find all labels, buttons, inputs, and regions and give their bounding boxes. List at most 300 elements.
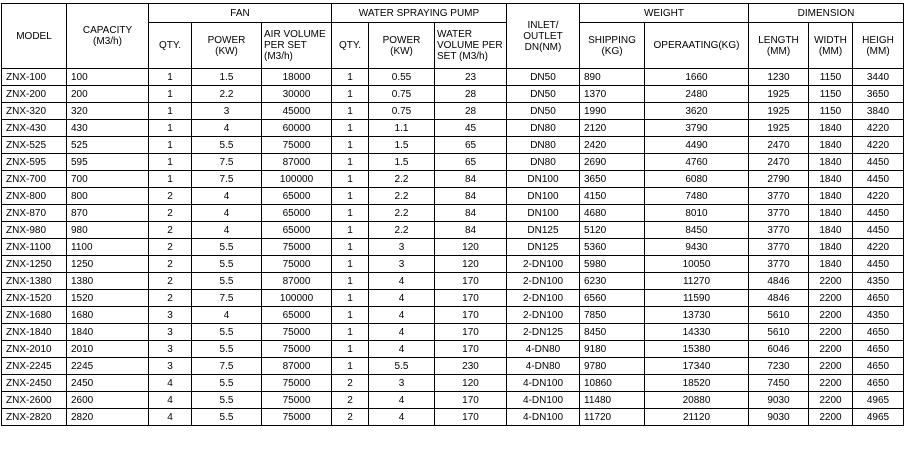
cell-capacity: 200: [67, 86, 149, 103]
cell-shipping-weight: 3650: [580, 171, 645, 188]
cell-fan-air-volume: 45000: [262, 103, 332, 120]
cell-shipping-weight: 2420: [580, 137, 645, 154]
cell-model: ZNX-430: [2, 120, 67, 137]
cell-fan-power: 1.5: [192, 69, 262, 86]
cell-operating-weight: 3790: [645, 120, 749, 137]
cell-length: 2790: [749, 171, 809, 188]
cell-length: 1925: [749, 120, 809, 137]
cell-fan-air-volume: 65000: [262, 188, 332, 205]
cell-pump-water-volume: 84: [435, 205, 507, 222]
cell-fan-air-volume: 30000: [262, 86, 332, 103]
cell-width: 1840: [809, 205, 853, 222]
cell-length: 7450: [749, 375, 809, 392]
header-fan-air-volume: AIR VOLUME PER SET (M3/h): [262, 23, 332, 69]
cell-fan-air-volume: 87000: [262, 273, 332, 290]
cell-capacity: 1100: [67, 239, 149, 256]
header-model: MODEL: [2, 4, 67, 69]
cell-model: ZNX-2010: [2, 341, 67, 358]
cell-operating-weight: 11270: [645, 273, 749, 290]
table-row: [2, 290, 904, 307]
cell-shipping-weight: 5360: [580, 239, 645, 256]
cell-pump-water-volume: 120: [435, 375, 507, 392]
cell-fan-air-volume: 65000: [262, 205, 332, 222]
cell-length: 9030: [749, 409, 809, 426]
cell-width: 1840: [809, 188, 853, 205]
cell-height: 4450: [853, 222, 904, 239]
cell-fan-power: 4: [192, 188, 262, 205]
cell-fan-power: 5.5: [192, 341, 262, 358]
cell-inlet-outlet: 4-DN100: [507, 392, 580, 409]
cell-inlet-outlet: 2-DN100: [507, 307, 580, 324]
cell-fan-qty: 4: [149, 409, 192, 426]
cell-capacity: 1520: [67, 290, 149, 307]
cell-width: 2200: [809, 307, 853, 324]
cell-height: 4650: [853, 290, 904, 307]
cell-length: 2470: [749, 137, 809, 154]
cell-width: 1150: [809, 86, 853, 103]
cell-length: 3770: [749, 239, 809, 256]
cell-width: 1840: [809, 239, 853, 256]
cell-inlet-outlet: 4-DN80: [507, 358, 580, 375]
cell-model: ZNX-1380: [2, 273, 67, 290]
cell-pump-qty: 1: [332, 273, 369, 290]
cell-pump-power: 4: [369, 392, 435, 409]
cell-model: ZNX-2600: [2, 392, 67, 409]
cell-fan-air-volume: 100000: [262, 290, 332, 307]
cell-model: ZNX-200: [2, 86, 67, 103]
cell-pump-qty: 1: [332, 188, 369, 205]
cell-height: 4450: [853, 154, 904, 171]
cell-model: ZNX-980: [2, 222, 67, 239]
cell-fan-air-volume: 75000: [262, 375, 332, 392]
cell-pump-power: 4: [369, 409, 435, 426]
cell-pump-water-volume: 170: [435, 290, 507, 307]
cell-fan-air-volume: 75000: [262, 341, 332, 358]
cell-shipping-weight: 890: [580, 69, 645, 86]
cell-operating-weight: 17340: [645, 358, 749, 375]
cell-shipping-weight: 1990: [580, 103, 645, 120]
header-height: HEIGH (MM): [853, 23, 904, 69]
table-row: [2, 256, 904, 273]
table-body: [2, 69, 904, 426]
table-row: [2, 239, 904, 256]
cell-shipping-weight: 11480: [580, 392, 645, 409]
cell-model: ZNX-2450: [2, 375, 67, 392]
cell-capacity: 1680: [67, 307, 149, 324]
cell-pump-power: 3: [369, 239, 435, 256]
cell-width: 2200: [809, 290, 853, 307]
cell-fan-power: 4: [192, 307, 262, 324]
cell-width: 1840: [809, 120, 853, 137]
cell-capacity: 320: [67, 103, 149, 120]
cell-width: 1840: [809, 222, 853, 239]
header-water-spraying-pump: WATER SPRAYING PUMP: [332, 4, 507, 23]
cell-model: ZNX-1680: [2, 307, 67, 324]
header-inlet-outlet: INLET/ OUTLET DN(NM): [507, 4, 580, 69]
cell-inlet-outlet: DN50: [507, 69, 580, 86]
cell-model: ZNX-100: [2, 69, 67, 86]
cell-length: 4846: [749, 273, 809, 290]
cell-fan-power: 5.5: [192, 375, 262, 392]
cell-pump-qty: 1: [332, 205, 369, 222]
cell-pump-power: 4: [369, 290, 435, 307]
cell-fan-power: 7.5: [192, 358, 262, 375]
cell-model: ZNX-870: [2, 205, 67, 222]
cell-shipping-weight: 6560: [580, 290, 645, 307]
cell-capacity: 700: [67, 171, 149, 188]
cell-height: 4450: [853, 256, 904, 273]
cell-pump-water-volume: 23: [435, 69, 507, 86]
table-row: [2, 188, 904, 205]
cell-height: 4220: [853, 120, 904, 137]
cell-height: 4220: [853, 239, 904, 256]
cell-inlet-outlet: DN100: [507, 188, 580, 205]
cell-fan-power: 5.5: [192, 324, 262, 341]
table-row: [2, 341, 904, 358]
cell-model: ZNX-1250: [2, 256, 67, 273]
cell-inlet-outlet: 2-DN125: [507, 324, 580, 341]
cell-capacity: 2820: [67, 409, 149, 426]
cell-fan-qty: 1: [149, 154, 192, 171]
cell-capacity: 1380: [67, 273, 149, 290]
cell-inlet-outlet: 4-DN100: [507, 409, 580, 426]
cell-width: 1840: [809, 137, 853, 154]
cell-fan-air-volume: 65000: [262, 307, 332, 324]
cell-shipping-weight: 1370: [580, 86, 645, 103]
spec-table-container: [1, 3, 904, 426]
cell-fan-power: 5.5: [192, 256, 262, 273]
cell-height: 4350: [853, 273, 904, 290]
cell-fan-air-volume: 87000: [262, 358, 332, 375]
cell-shipping-weight: 6230: [580, 273, 645, 290]
cell-width: 2200: [809, 341, 853, 358]
header-width: WIDTH (MM): [809, 23, 853, 69]
cell-fan-qty: 3: [149, 307, 192, 324]
cell-capacity: 2245: [67, 358, 149, 375]
cell-fan-air-volume: 75000: [262, 324, 332, 341]
cell-pump-qty: 1: [332, 239, 369, 256]
cell-shipping-weight: 7850: [580, 307, 645, 324]
cell-shipping-weight: 9180: [580, 341, 645, 358]
cell-fan-power: 4: [192, 205, 262, 222]
cell-operating-weight: 15380: [645, 341, 749, 358]
table-row: [2, 222, 904, 239]
cell-width: 2200: [809, 273, 853, 290]
cell-fan-air-volume: 75000: [262, 256, 332, 273]
cell-pump-qty: 1: [332, 290, 369, 307]
cell-fan-air-volume: 18000: [262, 69, 332, 86]
cell-pump-power: 2.2: [369, 171, 435, 188]
cell-fan-air-volume: 75000: [262, 137, 332, 154]
cell-capacity: 800: [67, 188, 149, 205]
cell-operating-weight: 18520: [645, 375, 749, 392]
header-pump-qty: QTY.: [332, 23, 369, 69]
header-shipping-weight: SHIPPING (KG): [580, 23, 645, 69]
table-row: [2, 69, 904, 86]
cell-width: 2200: [809, 324, 853, 341]
cell-pump-power: 5.5: [369, 358, 435, 375]
cell-capacity: 2010: [67, 341, 149, 358]
cell-height: 4220: [853, 137, 904, 154]
cell-pump-water-volume: 84: [435, 188, 507, 205]
table-row: [2, 409, 904, 426]
cell-inlet-outlet: 2-DN100: [507, 256, 580, 273]
cell-inlet-outlet: DN50: [507, 86, 580, 103]
cell-fan-qty: 2: [149, 239, 192, 256]
cell-shipping-weight: 10860: [580, 375, 645, 392]
cell-pump-power: 4: [369, 324, 435, 341]
cell-inlet-outlet: 2-DN100: [507, 273, 580, 290]
cell-pump-power: 2.2: [369, 188, 435, 205]
cell-operating-weight: 8450: [645, 222, 749, 239]
cell-pump-qty: 1: [332, 307, 369, 324]
cell-fan-power: 5.5: [192, 137, 262, 154]
cell-pump-power: 2.2: [369, 205, 435, 222]
cell-height: 4965: [853, 409, 904, 426]
cell-inlet-outlet: DN125: [507, 239, 580, 256]
cell-inlet-outlet: DN100: [507, 171, 580, 188]
cell-height: 4965: [853, 392, 904, 409]
cell-fan-qty: 4: [149, 375, 192, 392]
cell-pump-qty: 1: [332, 324, 369, 341]
header-fan-qty: QTY.: [149, 23, 192, 69]
cell-model: ZNX-1100: [2, 239, 67, 256]
cell-length: 5610: [749, 307, 809, 324]
cell-pump-power: 3: [369, 256, 435, 273]
cell-pump-water-volume: 170: [435, 307, 507, 324]
cell-fan-qty: 2: [149, 290, 192, 307]
cell-fan-qty: 1: [149, 120, 192, 137]
table-row: [2, 324, 904, 341]
cell-height: 4220: [853, 188, 904, 205]
cell-length: 7230: [749, 358, 809, 375]
cell-length: 3770: [749, 256, 809, 273]
cell-width: 1150: [809, 103, 853, 120]
cell-pump-qty: 1: [332, 341, 369, 358]
cell-height: 4650: [853, 324, 904, 341]
cell-operating-weight: 13730: [645, 307, 749, 324]
cell-capacity: 2600: [67, 392, 149, 409]
cell-fan-air-volume: 65000: [262, 222, 332, 239]
cell-operating-weight: 11590: [645, 290, 749, 307]
cell-pump-water-volume: 170: [435, 392, 507, 409]
cell-model: ZNX-595: [2, 154, 67, 171]
cell-pump-qty: 1: [332, 358, 369, 375]
cell-operating-weight: 2480: [645, 86, 749, 103]
cell-pump-water-volume: 170: [435, 341, 507, 358]
cell-capacity: 2450: [67, 375, 149, 392]
cell-pump-qty: 1: [332, 222, 369, 239]
cell-length: 4846: [749, 290, 809, 307]
cell-shipping-weight: 2120: [580, 120, 645, 137]
cell-pump-water-volume: 170: [435, 409, 507, 426]
cell-capacity: 1250: [67, 256, 149, 273]
cell-pump-power: 1.5: [369, 137, 435, 154]
table-row: [2, 392, 904, 409]
table-row: [2, 103, 904, 120]
cell-fan-air-volume: 100000: [262, 171, 332, 188]
cell-fan-qty: 2: [149, 273, 192, 290]
cell-fan-qty: 2: [149, 222, 192, 239]
cell-operating-weight: 1660: [645, 69, 749, 86]
cell-operating-weight: 8010: [645, 205, 749, 222]
cell-operating-weight: 6080: [645, 171, 749, 188]
cell-pump-power: 4: [369, 341, 435, 358]
cell-operating-weight: 21120: [645, 409, 749, 426]
cell-fan-power: 4: [192, 222, 262, 239]
cell-pump-qty: 1: [332, 120, 369, 137]
cell-width: 2200: [809, 375, 853, 392]
cell-width: 2200: [809, 409, 853, 426]
cell-fan-qty: 4: [149, 392, 192, 409]
cell-fan-air-volume: 87000: [262, 154, 332, 171]
cell-capacity: 525: [67, 137, 149, 154]
cell-pump-power: 0.55: [369, 69, 435, 86]
cell-pump-water-volume: 28: [435, 86, 507, 103]
cell-shipping-weight: 8450: [580, 324, 645, 341]
cell-operating-weight: 10050: [645, 256, 749, 273]
cell-shipping-weight: 2690: [580, 154, 645, 171]
cell-pump-power: 4: [369, 273, 435, 290]
cell-fan-qty: 3: [149, 358, 192, 375]
cell-width: 1840: [809, 154, 853, 171]
cell-operating-weight: 4490: [645, 137, 749, 154]
cell-capacity: 980: [67, 222, 149, 239]
cell-pump-qty: 2: [332, 375, 369, 392]
cell-inlet-outlet: DN80: [507, 137, 580, 154]
cell-length: 5610: [749, 324, 809, 341]
cell-length: 1925: [749, 103, 809, 120]
cell-pump-qty: 1: [332, 137, 369, 154]
cell-fan-power: 2.2: [192, 86, 262, 103]
cell-height: 4650: [853, 341, 904, 358]
cell-operating-weight: 20880: [645, 392, 749, 409]
cell-inlet-outlet: 4-DN80: [507, 341, 580, 358]
table-row: [2, 171, 904, 188]
cell-fan-qty: 3: [149, 341, 192, 358]
cell-fan-power: 3: [192, 103, 262, 120]
cell-model: ZNX-1520: [2, 290, 67, 307]
cell-fan-qty: 1: [149, 137, 192, 154]
header-row-groups: [2, 4, 904, 23]
cell-length: 3770: [749, 205, 809, 222]
header-fan: FAN: [149, 4, 332, 23]
cell-pump-water-volume: 45: [435, 120, 507, 137]
cell-length: 3770: [749, 188, 809, 205]
cell-height: 4450: [853, 205, 904, 222]
cell-pump-qty: 2: [332, 409, 369, 426]
cell-pump-water-volume: 84: [435, 171, 507, 188]
cell-capacity: 870: [67, 205, 149, 222]
table-row: [2, 273, 904, 290]
cell-operating-weight: 14330: [645, 324, 749, 341]
cell-width: 1150: [809, 69, 853, 86]
cell-pump-water-volume: 65: [435, 154, 507, 171]
cell-model: ZNX-800: [2, 188, 67, 205]
cell-pump-power: 1.1: [369, 120, 435, 137]
cell-fan-air-volume: 75000: [262, 409, 332, 426]
table-row: [2, 307, 904, 324]
cell-capacity: 430: [67, 120, 149, 137]
cell-length: 1925: [749, 86, 809, 103]
header-capacity: CAPACITY (M3/h): [67, 4, 149, 69]
cell-pump-water-volume: 120: [435, 239, 507, 256]
cell-width: 1840: [809, 256, 853, 273]
cell-pump-qty: 1: [332, 69, 369, 86]
cell-pump-water-volume: 84: [435, 222, 507, 239]
cell-fan-power: 5.5: [192, 273, 262, 290]
cell-pump-water-volume: 65: [435, 137, 507, 154]
cell-pump-power: 3: [369, 375, 435, 392]
cell-fan-power: 5.5: [192, 239, 262, 256]
cell-model: ZNX-2245: [2, 358, 67, 375]
header-weight: WEIGHT: [580, 4, 749, 23]
cell-fan-qty: 1: [149, 103, 192, 120]
cell-fan-qty: 2: [149, 188, 192, 205]
cell-capacity: 1840: [67, 324, 149, 341]
table-row: [2, 205, 904, 222]
table-row: [2, 86, 904, 103]
cell-inlet-outlet: 2-DN100: [507, 290, 580, 307]
table-row: [2, 358, 904, 375]
cell-fan-air-volume: 75000: [262, 392, 332, 409]
header-pump-power: POWER (KW): [369, 23, 435, 69]
cell-length: 2470: [749, 154, 809, 171]
cell-inlet-outlet: DN80: [507, 120, 580, 137]
cell-fan-power: 7.5: [192, 154, 262, 171]
cell-fan-qty: 2: [149, 256, 192, 273]
cell-pump-qty: 1: [332, 256, 369, 273]
cell-operating-weight: 4760: [645, 154, 749, 171]
cell-height: 4450: [853, 171, 904, 188]
table-row: [2, 375, 904, 392]
cell-length: 1230: [749, 69, 809, 86]
cell-fan-qty: 1: [149, 86, 192, 103]
cell-inlet-outlet: DN50: [507, 103, 580, 120]
cell-fan-power: 5.5: [192, 409, 262, 426]
cell-pump-power: 1.5: [369, 154, 435, 171]
cell-pump-water-volume: 170: [435, 324, 507, 341]
cell-height: 3840: [853, 103, 904, 120]
cell-operating-weight: 9430: [645, 239, 749, 256]
cell-pump-qty: 1: [332, 86, 369, 103]
cell-model: ZNX-525: [2, 137, 67, 154]
cell-model: ZNX-2820: [2, 409, 67, 426]
cell-pump-power: 2.2: [369, 222, 435, 239]
cell-pump-water-volume: 120: [435, 256, 507, 273]
cell-height: 4650: [853, 358, 904, 375]
header-dimension: DIMENSION: [749, 4, 904, 23]
header-fan-power: POWER (KW): [192, 23, 262, 69]
cell-shipping-weight: 5120: [580, 222, 645, 239]
header-operating-weight: OPERAATING(KG): [645, 23, 749, 69]
specification-table: [1, 3, 904, 426]
cell-model: ZNX-320: [2, 103, 67, 120]
cell-fan-qty: 2: [149, 205, 192, 222]
cell-height: 4650: [853, 375, 904, 392]
cell-pump-power: 0.75: [369, 103, 435, 120]
cell-capacity: 100: [67, 69, 149, 86]
cell-fan-power: 4: [192, 120, 262, 137]
cell-operating-weight: 7480: [645, 188, 749, 205]
cell-shipping-weight: 4680: [580, 205, 645, 222]
cell-width: 2200: [809, 392, 853, 409]
cell-pump-qty: 1: [332, 171, 369, 188]
cell-pump-qty: 1: [332, 103, 369, 120]
table-row: [2, 137, 904, 154]
table-row: [2, 154, 904, 171]
header-length: LENGTH (MM): [749, 23, 809, 69]
